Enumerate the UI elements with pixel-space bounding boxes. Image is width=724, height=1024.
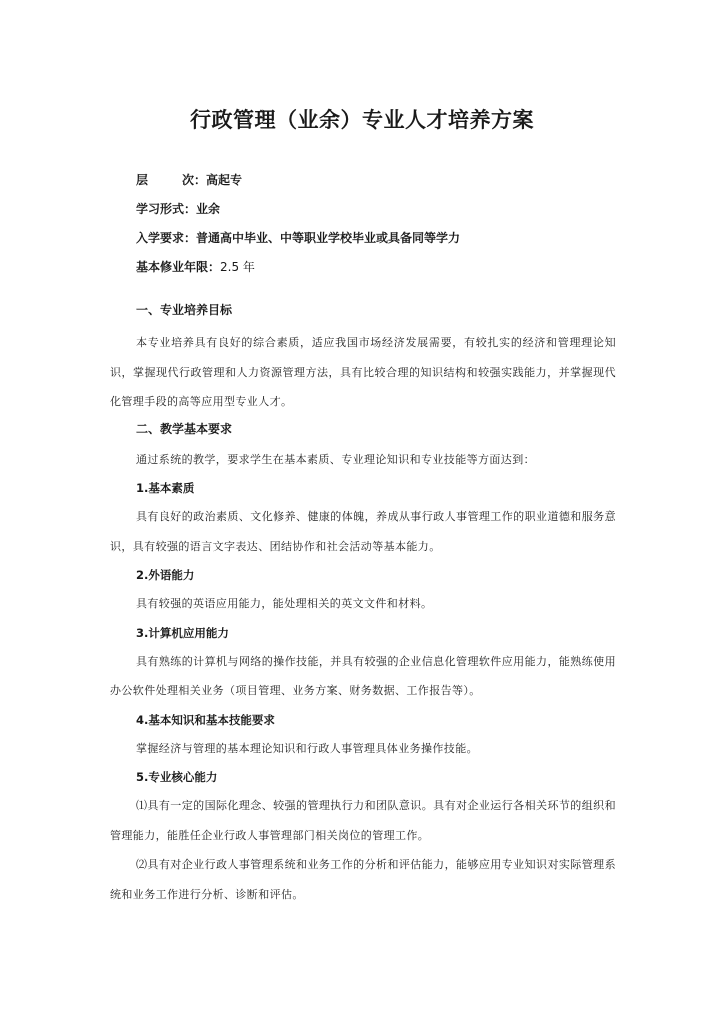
paragraph-core-competence-1: ⑴具有一定的国际化理念、较强的管理执行力和团队意识。具有对企业运行各相关环节的组织和管理能力，能胜任企业行政人事管理部门相关岗位的管理工作。 (110, 799, 616, 842)
program-info (136, 170, 656, 286)
section-paragraph-goal: 本专业培养具有良好的综合素质，适应我国市场经济发展需要，有较扎实的经济和管理理论知识，掌握现代行政管理和人力资源管理方法，具有比较合理的知识结构和较强实践能力，并掌握现代化管理手段的高等应用型专业人才。 (110, 336, 616, 408)
meta-row-mode (136, 199, 656, 228)
level-value: 高起专 (206, 173, 243, 187)
document-body (110, 300, 616, 909)
meta-row-level (136, 170, 656, 199)
subheading-foreign-language: 2.外语能力 (136, 568, 195, 582)
admission-key: 入学要求： (136, 231, 197, 245)
level-key-part-a: 层 (136, 173, 149, 187)
paragraph-knowledge-skills: 掌握经济与管理的基本理论知识和行政人事管理具体业务操作技能。 (136, 741, 478, 755)
level-key-part-b: 次： (182, 173, 207, 187)
subheading-core-competence: 5.专业核心能力 (136, 770, 218, 784)
duration-value: 2.5 年 (220, 260, 255, 274)
document-title: 行政管理（业余）专业人才培养方案 (190, 108, 534, 132)
mode-value: 业余 (196, 202, 221, 216)
paragraph-foreign-language: 具有较强的英语应用能力，能处理相关的英文文件和材料。 (136, 597, 433, 610)
subheading-computer-skills: 3.计算机应用能力 (136, 625, 229, 640)
paragraph-core-competence-2: ⑵具有对企业行政人事管理系统和业务工作的分析和评估能力，能够应用专业知识对实际管理系统和业务工作进行分析、诊断和评估。 (110, 858, 616, 901)
meta-row-duration (136, 257, 656, 286)
section-heading-goal: 一、专业培养目标 (136, 303, 233, 317)
duration-key: 基本修业年限： (136, 260, 221, 274)
subheading-knowledge-skills: 4.基本知识和基本技能要求 (136, 712, 275, 727)
meta-row-admission (136, 228, 656, 257)
mode-key: 学习形式： (136, 202, 197, 216)
level-key (136, 173, 206, 187)
paragraph-computer-skills: 具有熟练的计算机与网络的操作技能，并具有较强的企业信息化管理软件应用能力，能熟练使用办公软件处理相关业务（项目管理、业务方案、财务数据、工作报告等）。 (110, 654, 616, 697)
section-paragraph-requirements: 通过系统的教学，要求学生在基本素质、专业理论知识和专业技能等方面达到： (136, 452, 535, 466)
section-heading-requirements: 二、教学基本要求 (136, 421, 233, 436)
paragraph-basic-quality: 具有良好的政治素质、文化修养、健康的体魄，养成从事行政人事管理工作的职业道德和服务意识，具有较强的语言文字表达、团结协作和社会活动等基本能力。 (110, 510, 616, 553)
admission-value: 普通高中毕业、中等职业学校毕业或具备同等学力 (196, 231, 461, 245)
subheading-basic-quality: 1.基本素质 (136, 481, 195, 495)
